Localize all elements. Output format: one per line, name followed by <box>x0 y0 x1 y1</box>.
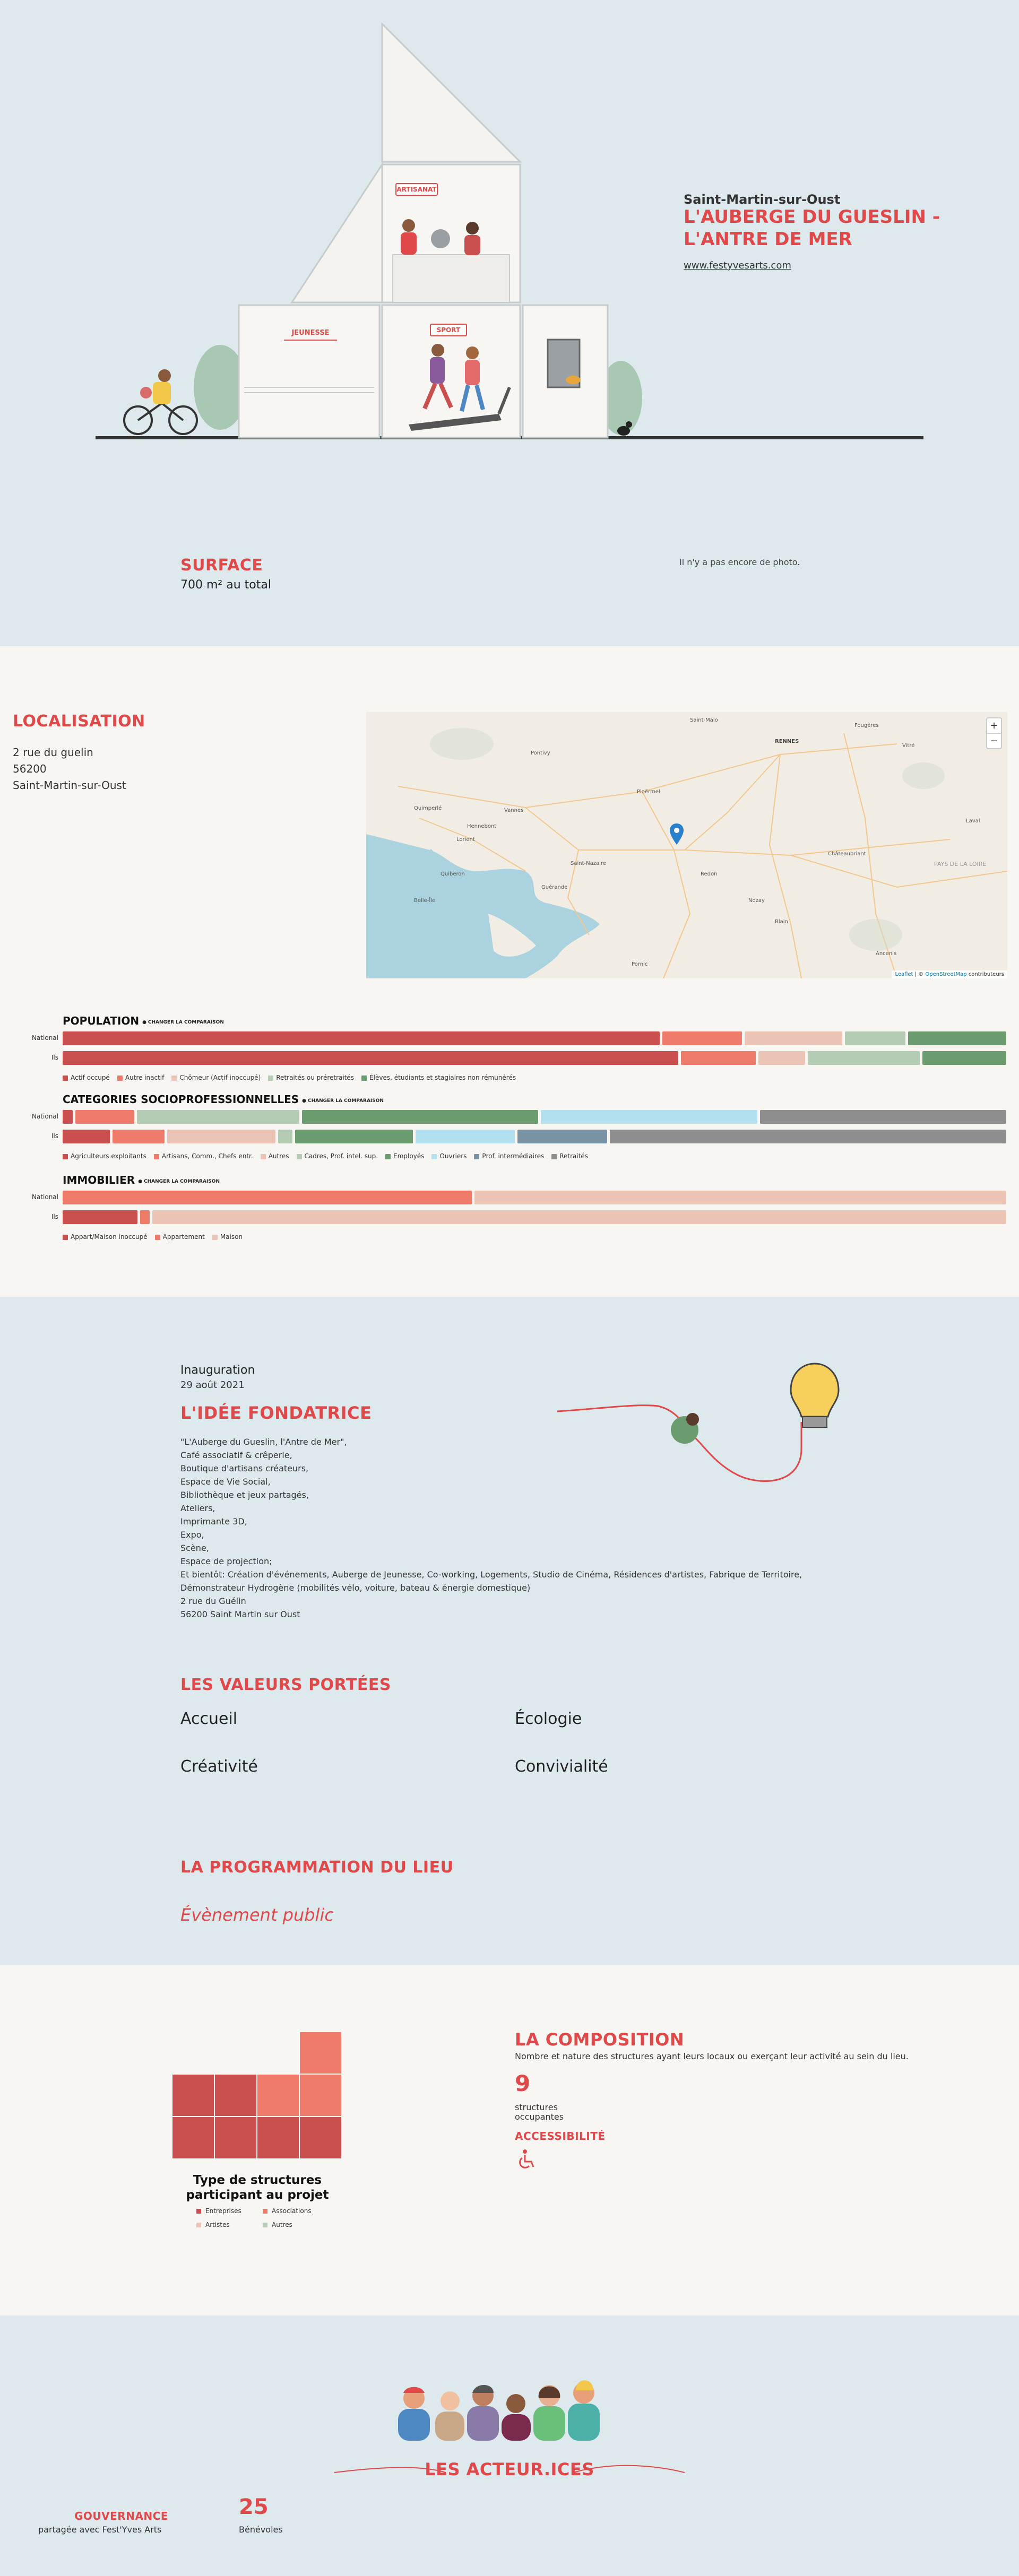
idea-text-line: Expo, <box>180 1530 204 1540</box>
legend-label: Autres <box>268 1152 289 1160</box>
waffle-legend <box>196 2207 329 2228</box>
idea-text-line: Café associatif & crêperie, <box>180 1450 292 1460</box>
csp-segment[interactable] <box>302 1110 538 1124</box>
population-segment[interactable] <box>808 1051 920 1065</box>
immobilier-title <box>63 1174 220 1186</box>
legend-label: Appart/Maison inoccupé <box>71 1233 148 1241</box>
room-jeunesse <box>239 305 379 438</box>
population-compare-button[interactable]: ● CHANGER LA COMPARAISON <box>142 1020 224 1025</box>
legend-swatch <box>551 1154 557 1159</box>
hero-section <box>0 0 1019 646</box>
csp-legend <box>63 1152 588 1160</box>
map-label: Ploërmel <box>637 789 660 795</box>
waffle-cell-associations <box>257 2075 299 2116</box>
legend-swatch <box>196 2209 201 2214</box>
address-line: 2 rue du guelin <box>13 746 93 759</box>
idea-text-line: Imprimante 3D, <box>180 1516 247 1526</box>
surface-value: 700 m² au total <box>180 578 271 592</box>
map-label: Fougères <box>854 723 879 728</box>
legend-item <box>297 1152 378 1160</box>
waffle-cell-entreprises <box>257 2117 299 2158</box>
idea-text-line: 2 rue du Guélin <box>180 1596 246 1606</box>
legend-swatch <box>155 1235 160 1240</box>
csp-segment[interactable] <box>167 1130 276 1143</box>
legend-item <box>63 1074 110 1081</box>
legend-label: Retraités <box>559 1152 589 1160</box>
volunteers-count: 25 <box>239 2495 269 2519</box>
count-label-line: structures <box>515 2102 558 2112</box>
legend-label: Actif occupé <box>71 1074 110 1081</box>
legend-item <box>261 1152 289 1160</box>
waffle-cell-entreprises <box>215 2075 256 2116</box>
legend-swatch <box>474 1154 479 1159</box>
csp-segment[interactable] <box>63 1110 73 1124</box>
waffle-title-line: Type de structures <box>193 2173 322 2187</box>
governance-text: partagée avec Fest'Yves Arts <box>38 2525 162 2535</box>
value-item: Écologie <box>515 1710 582 1728</box>
immobilier-compare-button[interactable]: ● CHANGER LA COMPARAISON <box>138 1179 220 1184</box>
waffle-legend-item <box>196 2221 263 2228</box>
waffle-title <box>159 2173 356 2202</box>
value-item: Convivialité <box>515 1757 608 1776</box>
legend-label: Associations <box>272 2207 312 2215</box>
waffle-cell-entreprises <box>300 2117 341 2158</box>
location-heading: LOCALISATION <box>13 712 145 731</box>
csp-segment[interactable] <box>63 1130 110 1143</box>
legend-item <box>171 1074 261 1081</box>
map-label: RENNES <box>775 739 799 744</box>
csp-segment[interactable] <box>75 1110 134 1124</box>
website-link[interactable]: www.festyvesarts.com <box>684 260 791 271</box>
waffle-cell-associations <box>300 2032 341 2074</box>
legend-label: Artisans, Comm., Chefs entr. <box>161 1152 253 1160</box>
zoom-out-button[interactable]: − <box>987 733 1001 748</box>
population-segment[interactable] <box>681 1051 756 1065</box>
legend-swatch <box>261 1154 266 1159</box>
program-heading: LA PROGRAMMATION DU LIEU <box>180 1858 454 1877</box>
hero-title <box>684 206 940 250</box>
waffle-legend-item <box>263 2207 329 2215</box>
immobilier-segment[interactable] <box>140 1210 150 1224</box>
wheelchair-icon <box>517 2149 537 2170</box>
composition-heading: LA COMPOSITION <box>515 2029 685 2050</box>
map-label: Belle-Île <box>414 898 436 904</box>
population-segment[interactable] <box>745 1031 843 1045</box>
map-label: Redon <box>701 871 718 877</box>
csp-segment[interactable] <box>137 1110 299 1124</box>
legend-item <box>474 1152 544 1160</box>
idea-text-line: Boutique d'artisans créateurs, <box>180 1463 309 1473</box>
csp-compare-button[interactable]: ● CHANGER LA COMPARAISON <box>302 1098 384 1104</box>
idea-text-line: Bibliothèque et jeux partagés, <box>180 1490 309 1500</box>
csp-title-text: CATEGORIES SOCIOPROFESSIONNELLES <box>63 1093 299 1106</box>
csp-segment[interactable] <box>541 1110 757 1124</box>
surface-heading: SURFACE <box>180 556 263 575</box>
hero-title-line: L'AUBERGE DU GUESLIN - <box>684 206 940 228</box>
row-label-ils: Ils <box>51 1132 58 1140</box>
population-bar-ils <box>63 1051 1006 1065</box>
legend-swatch <box>385 1154 391 1159</box>
legend-label: Artistes <box>205 2221 230 2228</box>
map-label: Châteaubriant <box>828 851 866 857</box>
waffle-legend-item <box>196 2207 263 2215</box>
leaflet-link[interactable]: Leaflet <box>895 972 913 977</box>
idea-section <box>0 1297 1019 1965</box>
map-label: Vitré <box>902 743 915 749</box>
sea-area <box>366 834 600 978</box>
row-label-national: National <box>31 1113 58 1120</box>
csp-bar-national <box>63 1110 1006 1124</box>
composition-section <box>0 1965 1019 2315</box>
legend-swatch <box>297 1154 302 1159</box>
values-heading: LES VALEURS PORTÉES <box>180 1676 391 1694</box>
map-label: Quiberon <box>441 871 465 877</box>
legend-swatch <box>63 1075 68 1081</box>
legend-swatch <box>361 1075 367 1081</box>
map-label: Blain <box>775 919 788 925</box>
legend-item <box>154 1152 253 1160</box>
inauguration-label: Inauguration <box>180 1364 255 1377</box>
actors-illustration <box>393 2377 632 2441</box>
lightbulb-icon <box>791 1364 839 1417</box>
structures-count: 9 <box>515 2070 531 2096</box>
inauguration-date: 29 août 2021 <box>180 1380 245 1391</box>
map-zoom-control <box>986 717 1002 749</box>
address-line: Saint-Martin-sur-Oust <box>13 779 126 792</box>
population-segment[interactable] <box>845 1031 905 1045</box>
csp-segment[interactable] <box>113 1130 165 1143</box>
sign-sport: SPORT <box>430 324 467 336</box>
legend-label: Autre inactif <box>125 1074 165 1081</box>
cyclist <box>153 382 171 404</box>
governance-heading: GOUVERNANCE <box>74 2510 168 2522</box>
row-label-ils: Ils <box>51 1213 58 1220</box>
runner-person <box>431 344 444 357</box>
legend-item <box>155 1233 205 1241</box>
map-label: Vannes <box>504 808 524 813</box>
count-label-line: occupantes <box>515 2112 564 2122</box>
legend-swatch <box>263 2209 267 2214</box>
csp-segment[interactable] <box>278 1130 292 1143</box>
legend-item <box>551 1152 588 1160</box>
csp-segment[interactable] <box>295 1130 413 1143</box>
legend-swatch <box>154 1154 159 1159</box>
immobilier-title-text: IMMOBILIER <box>63 1174 135 1186</box>
idea-heading: L'IDÉE FONDATRICE <box>180 1403 372 1423</box>
population-segment[interactable] <box>63 1031 660 1045</box>
map-label: PAYS DE LA LOIRE <box>934 861 987 868</box>
attribution-rest: contributeurs <box>966 972 1004 977</box>
map-tiles <box>366 712 1007 978</box>
population-title <box>63 1014 224 1027</box>
map[interactable] <box>366 712 1007 978</box>
immobilier-bar-ils <box>63 1210 1006 1224</box>
legend-swatch <box>171 1075 177 1081</box>
legend-swatch <box>117 1075 123 1081</box>
immobilier-segment[interactable] <box>63 1191 472 1204</box>
population-segment[interactable] <box>63 1051 678 1065</box>
legend-swatch <box>431 1154 437 1159</box>
map-attribution <box>892 970 1007 978</box>
waffle-cell-entreprises <box>172 2075 214 2116</box>
idea-text-line: Espace de projection; <box>180 1556 272 1566</box>
map-label: Ancenis <box>876 951 897 957</box>
actors-section <box>0 2315 1019 2576</box>
population-segment[interactable] <box>758 1051 805 1065</box>
population-segment[interactable] <box>908 1031 1006 1045</box>
map-label: Saint-Nazaire <box>571 861 606 866</box>
address-line: 56200 <box>13 762 47 775</box>
osm-link[interactable]: OpenStreetMap <box>925 972 967 977</box>
legend-label: Autres <box>272 2221 292 2228</box>
csp-bar-ils <box>63 1130 1006 1143</box>
row-label-national: National <box>31 1193 58 1201</box>
legend-item <box>117 1074 165 1081</box>
legend-label: Prof. intermédiaires <box>482 1152 545 1160</box>
legend-swatch <box>196 2223 201 2227</box>
map-label: Hennebont <box>467 823 497 829</box>
legend-label: Élèves, étudiants et stagiaires non rémunérés <box>369 1074 516 1081</box>
roof-left <box>292 164 382 302</box>
people-group <box>398 2380 600 2441</box>
csp-segment[interactable] <box>416 1130 515 1143</box>
legend-label: Chômeur (Actif inoccupé) <box>179 1074 261 1081</box>
map-label: Pornic <box>632 961 648 967</box>
csp-segment[interactable] <box>610 1130 1006 1143</box>
population-segment[interactable] <box>922 1051 1006 1065</box>
legend-item <box>63 1152 146 1160</box>
population-bar-national <box>63 1031 1006 1045</box>
idea-text-line: Scène, <box>180 1543 209 1553</box>
legend-item <box>63 1233 148 1241</box>
legend-item <box>431 1152 467 1160</box>
actors-heading: LES ACTEUR.ICES <box>425 2459 594 2479</box>
legend-label: Agriculteurs exploitants <box>71 1152 146 1160</box>
legend-label: Appartement <box>162 1233 205 1241</box>
map-label: Laval <box>966 818 980 824</box>
idea-text-line: 56200 Saint Martin sur Oust <box>180 1609 300 1619</box>
hero-title-line: L'ANTRE DE MER <box>684 229 852 250</box>
row-label-national: National <box>31 1034 58 1042</box>
sign-artisanat: ARTISANAT <box>395 183 438 196</box>
population-legend <box>63 1074 516 1081</box>
immobilier-segment[interactable] <box>474 1191 1006 1204</box>
immobilier-bar-national <box>63 1191 1006 1204</box>
legend-swatch <box>212 1235 218 1240</box>
legend-item <box>212 1233 243 1241</box>
legend-label: Ouvriers <box>439 1152 467 1160</box>
immobilier-segment[interactable] <box>63 1210 137 1224</box>
lightbulb-illustration <box>557 1358 854 1496</box>
legend-swatch <box>263 2223 267 2227</box>
waffle-cell-associations <box>300 2075 341 2116</box>
artisan-person <box>402 219 415 232</box>
idea-text-line: Espace de Vie Social, <box>180 1477 271 1487</box>
legend-swatch <box>63 1154 68 1159</box>
row-label-ils: Ils <box>51 1054 58 1061</box>
value-item: Accueil <box>180 1710 238 1728</box>
population-title-text: POPULATION <box>63 1014 140 1027</box>
legend-label: Maison <box>220 1233 243 1241</box>
csp-segment[interactable] <box>760 1110 1006 1124</box>
legend-label: Retraités ou préretraités <box>276 1074 355 1081</box>
cord-line <box>557 1406 801 1481</box>
program-item: Évènement public <box>180 1905 334 1925</box>
legend-swatch <box>268 1075 273 1081</box>
waffle-legend-item <box>263 2221 329 2228</box>
attribution-sep: | © <box>913 972 926 977</box>
legend-label: Entreprises <box>205 2207 241 2215</box>
legend-item <box>361 1074 516 1081</box>
structures-waffle-chart <box>172 2032 342 2159</box>
map-label: Guérande <box>541 884 568 890</box>
map-label: Pontivy <box>531 750 550 756</box>
legend-swatch <box>63 1235 68 1240</box>
immobilier-segment[interactable] <box>152 1210 1006 1224</box>
csp-title <box>63 1093 384 1106</box>
zoom-in-button[interactable]: + <box>990 720 998 731</box>
composition-description: Nombre et nature des structures ayant leurs locaux ou exerçant leur activité au sein du lieu. <box>515 2051 909 2061</box>
immobilier-legend <box>63 1233 243 1241</box>
legend-label: Employés <box>393 1152 425 1160</box>
idea-text-line: Et bientôt: Création d'événements, Auberge de Jeunesse, Co-working, Logements, Studio de Cinéma, Résidences d'artistes, Fabrique de Territoire, <box>180 1569 802 1580</box>
idea-text-line: Ateliers, <box>180 1503 215 1513</box>
legend-item <box>268 1074 354 1081</box>
roof-top <box>382 24 520 162</box>
cat-illustration <box>566 376 581 384</box>
waffle-cell-entreprises <box>215 2117 256 2158</box>
volunteers-label: Bénévoles <box>239 2525 283 2535</box>
map-label: Nozay <box>748 898 765 904</box>
photo-note: Il n'y a pas encore de photo. <box>679 557 800 567</box>
sign-jeunesse: JEUNESSE <box>284 328 337 341</box>
map-label: Saint-Malo <box>690 717 718 723</box>
waffle-cell-entreprises <box>172 2117 214 2158</box>
value-item: Créativité <box>180 1757 258 1776</box>
map-label: Lorient <box>456 837 475 843</box>
legend-label: Cadres, Prof. intel. sup. <box>304 1152 378 1160</box>
map-label: Quimperlé <box>414 805 442 811</box>
idea-text-line: Démonstrateur Hydrogène (mobilités vélo, voiture, bateau & énergie domestique) <box>180 1583 531 1593</box>
hero-city: Saint-Martin-sur-Oust <box>684 192 841 207</box>
structures-count-label <box>515 2103 564 2122</box>
waffle-title-line: participant au projet <box>186 2188 329 2202</box>
population-segment[interactable] <box>662 1031 741 1045</box>
idea-text-line: "L'Auberge du Gueslin, l'Antre de Mer", <box>180 1437 347 1447</box>
accessibility-heading: ACCESSIBILITÉ <box>515 2130 606 2143</box>
csp-segment[interactable] <box>517 1130 607 1143</box>
legend-item <box>385 1152 424 1160</box>
map-marker-icon[interactable] <box>670 823 684 845</box>
address <box>13 744 126 794</box>
